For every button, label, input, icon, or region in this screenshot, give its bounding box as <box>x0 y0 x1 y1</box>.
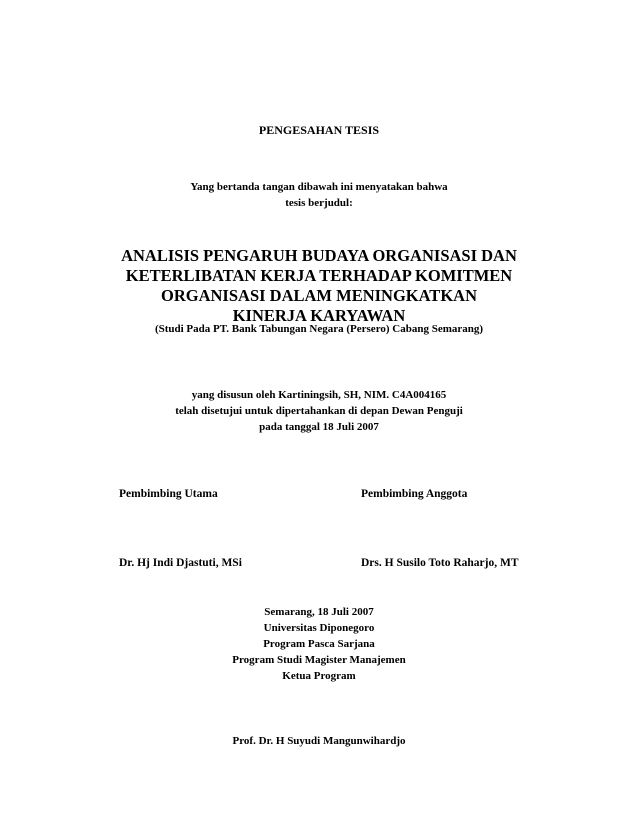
main-supervisor-label: Pembimbing Utama <box>119 488 218 500</box>
closing-line-3: Program Pasca Sarjana <box>263 638 375 650</box>
author-line-1: yang disusun oleh Kartiningsih, SH, NIM. C4A004165 <box>191 389 447 401</box>
thesis-subtitle: (Studi Pada PT. Bank Tabungan Negara (Persero) Cabang Semarang) <box>154 323 484 335</box>
thesis-title-line-3: ORGANISASI DALAM MENINGKATKAN <box>161 286 477 305</box>
member-supervisor-label: Pembimbing Anggota <box>361 488 468 500</box>
thesis-title-line-4: KINERJA KARYAWAN <box>232 306 406 325</box>
author-line-2: telah disetujui untuk dipertahankan di depan Dewan Penguji <box>175 405 463 417</box>
closing-line-4: Program Studi Magister Manajemen <box>232 654 406 666</box>
member-supervisor-name: Drs. H Susilo Toto Raharjo, MT <box>361 557 519 569</box>
closing-line-1: Semarang, 18 Juli 2007 <box>264 606 374 618</box>
closing-line-2: Universitas Diponegoro <box>263 622 375 634</box>
page-heading: PENGESAHAN TESIS <box>258 123 380 137</box>
closing-line-5: Ketua Program <box>282 670 356 682</box>
signatory-name: Prof. Dr. H Suyudi Mangunwihardjo <box>232 735 406 747</box>
thesis-title-line-2: KETERLIBATAN KERJA TERHADAP KOMITMEN <box>125 266 513 285</box>
thesis-title-line-1: ANALISIS PENGARUH BUDAYA ORGANISASI DAN <box>121 246 517 265</box>
intro-line-2: tesis berjudul: <box>285 197 353 209</box>
main-supervisor-name: Dr. Hj Indi Djastuti, MSi <box>119 557 242 569</box>
intro-line-1: Yang bertanda tangan dibawah ini menyatakan bahwa <box>190 181 448 193</box>
author-line-3: pada tanggal 18 Juli 2007 <box>259 421 379 433</box>
